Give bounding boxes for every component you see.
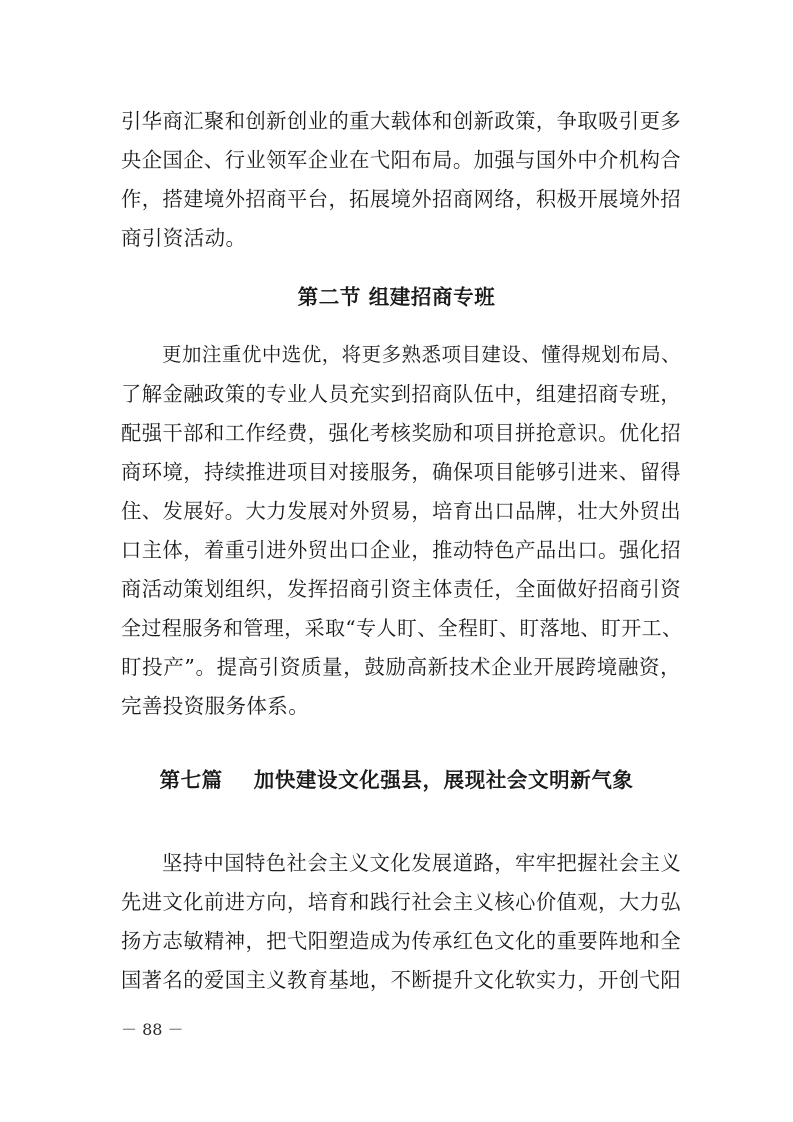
paragraph-line: 全过程服务和管理，采取“专人盯、全程盯、盯落地、盯开工、 [121,616,683,640]
page-number: － 88 － [121,1020,184,1039]
paragraph-line: 完善投资服务体系。 [121,694,310,718]
paragraph-line: 盯投产”。提高引资质量，鼓励高新技术企业开展跨境融资， [121,655,681,679]
paragraph-line: 配强干部和工作经费，强化考核奖励和项目拼抢意识。优化招 [121,421,681,445]
paragraph-line: 商活动策划组织，发挥招商引资主体责任，全面做好招商引资 [121,577,681,601]
paragraph-line: 先进文化前进方向，培育和践行社会主义核心价值观，大力弘 [121,890,681,914]
paragraph-line: 商环境，持续推进项目对接服务，确保项目能够引进来、留得 [121,460,681,484]
paragraph-line: 引华商汇聚和创新创业的重大载体和创新政策，争取吸引更多 [121,109,681,133]
paragraph-line: 扬方志敏精神，把弋阳塑造成为传承红色文化的重要阵地和全 [121,929,681,953]
section-heading: 第二节 组建招商专班 [297,285,496,309]
paragraph-line: 口主体，着重引进外贸出口企业，推动特色产品出口。强化招 [121,538,681,562]
paragraph-line: 住、发展好。大力发展对外贸易，培育出口品牌，壮大外贸出 [121,499,681,523]
paragraph-line: 作，搭建境外招商平台，拓展境外招商网络，积极开展境外招 [121,187,681,211]
paragraph-line: 更加注重优中选优，将更多熟悉项目建设、懂得规划布局、 [162,343,681,366]
paragraph-line: 央企国企、行业领军企业在弋阳布局。加强与国外中介机构合 [121,148,681,172]
paragraph-line: 坚持中国特色社会主义文化发展道路，牢牢把握社会主义 [162,851,681,875]
paragraph-line: 了解金融政策的专业人员充实到招商队伍中，组建招商专班， [121,382,681,406]
paragraph-line: 国著名的爱国主义教育基地，不断提升文化软实力，开创弋阳 [121,968,681,992]
chapter-heading: 第七篇 加快建设文化强县，展现社会文明新气象 [159,768,634,792]
paragraph-line: 商引资活动。 [121,226,247,250]
